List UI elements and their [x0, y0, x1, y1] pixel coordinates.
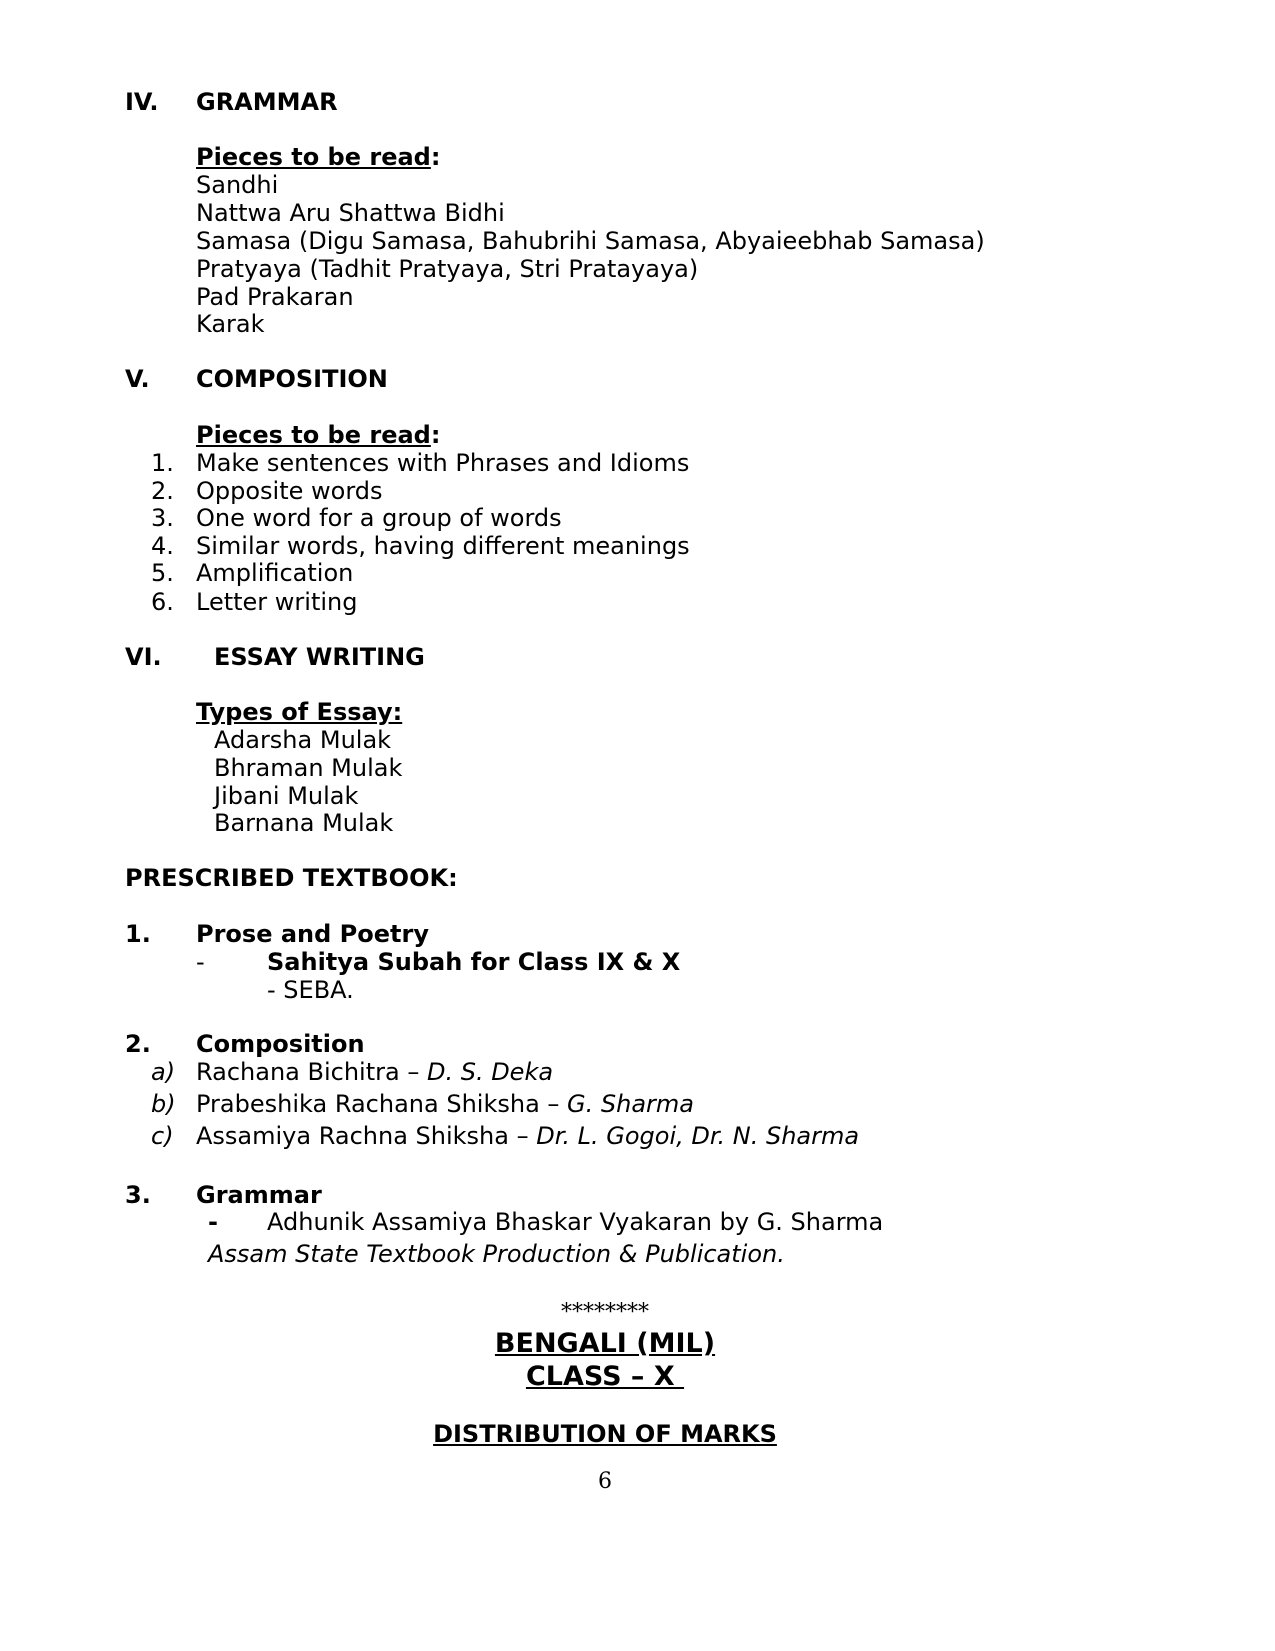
section-v-subheading: [196, 421, 440, 450]
book-title: Assamiya Rachna Shiksha –: [196, 1122, 537, 1150]
list-number: 2.: [151, 477, 174, 505]
section-v-numeral: V.: [125, 365, 150, 393]
list-item: Opposite words: [196, 477, 383, 505]
book-author: Dr. L. Gogoi, Dr. N. Sharma: [536, 1122, 860, 1150]
composition-title: Composition: [196, 1030, 365, 1058]
book-entry: [196, 1090, 694, 1119]
book-letter: b): [151, 1090, 176, 1118]
book-entry: [196, 1122, 859, 1151]
prose-number: 1.: [125, 920, 151, 948]
section-iv-numeral: IV.: [125, 88, 159, 116]
section-iv-subheading-text: Pieces to be read: [196, 143, 431, 171]
composition-number: 2.: [125, 1030, 151, 1058]
book-entry: [196, 1058, 553, 1087]
list-item: Barnana Mulak: [214, 809, 394, 837]
section-v-subheading-colon: :: [430, 421, 441, 449]
list-number: 5.: [151, 559, 174, 587]
separator-stars: ********: [561, 1300, 649, 1325]
page-number: 6: [598, 1469, 612, 1494]
list-item: Nattwa Aru Shattwa Bidhi: [196, 199, 505, 227]
list-item: Karak: [196, 310, 265, 338]
list-item: Make sentences with Phrases and Idioms: [196, 449, 690, 477]
prose-title: Prose and Poetry: [196, 920, 429, 948]
grammar-publisher: Assam State Textbook Production & Publication.: [208, 1240, 785, 1268]
distribution-heading: DISTRIBUTION OF MARKS: [433, 1420, 777, 1448]
list-number: 3.: [151, 504, 174, 532]
book-author: D. S. Deka: [426, 1058, 554, 1086]
section-iv-subheading: [196, 143, 440, 172]
list-item: Similar words, having different meanings: [196, 532, 690, 560]
class-title: CLASS – X: [525, 1361, 685, 1392]
section-vi-numeral: VI.: [125, 643, 162, 671]
book-letter: a): [151, 1058, 176, 1086]
list-number: 4.: [151, 532, 174, 560]
book-title: Rachana Bichitra –: [196, 1058, 427, 1086]
section-iv-subheading-colon: :: [430, 143, 441, 171]
prescribed-heading: PRESCRIBED TEXTBOOK:: [125, 864, 458, 892]
prose-dash: -: [196, 948, 205, 976]
list-item: Jibani Mulak: [214, 782, 359, 810]
list-item: One word for a group of words: [196, 504, 562, 532]
grammar-book-title: Adhunik Assamiya Bhaskar Vyakaran by G. Sharma: [267, 1208, 884, 1236]
book-title: Prabeshika Rachana Shiksha –: [196, 1090, 568, 1118]
grammar-title: Grammar: [196, 1181, 322, 1209]
book-author: G. Sharma: [567, 1090, 694, 1118]
section-vi-subheading: Types of Essay:: [196, 698, 403, 726]
list-item: Pratyaya (Tadhit Pratyaya, Stri Pratayaya): [196, 255, 699, 283]
list-item: Pad Prakaran: [196, 283, 354, 311]
subject-title: BENGALI (MIL): [494, 1328, 716, 1359]
list-item: Samasa (Digu Samasa, Bahubrihi Samasa, Abyaieebhab Samasa): [196, 227, 985, 255]
list-item: Amplification: [196, 559, 354, 587]
list-item: Bhraman Mulak: [214, 754, 403, 782]
section-v-heading: COMPOSITION: [196, 365, 388, 393]
list-item: Letter writing: [196, 588, 358, 616]
section-iv-heading: GRAMMAR: [196, 88, 338, 116]
grammar-number: 3.: [125, 1181, 151, 1209]
list-number: 6.: [151, 588, 174, 616]
section-v-subheading-text: Pieces to be read: [196, 421, 431, 449]
book-letter: c): [151, 1122, 174, 1150]
list-item: Adarsha Mulak: [214, 726, 392, 754]
section-vi-heading: ESSAY WRITING: [214, 643, 425, 671]
list-item: Sandhi: [196, 171, 279, 199]
list-number: 1.: [151, 449, 174, 477]
grammar-dash: -: [208, 1208, 218, 1236]
prose-publisher: - SEBA.: [267, 976, 354, 1004]
prose-book-title: Sahitya Subah for Class IX & X: [267, 948, 681, 976]
